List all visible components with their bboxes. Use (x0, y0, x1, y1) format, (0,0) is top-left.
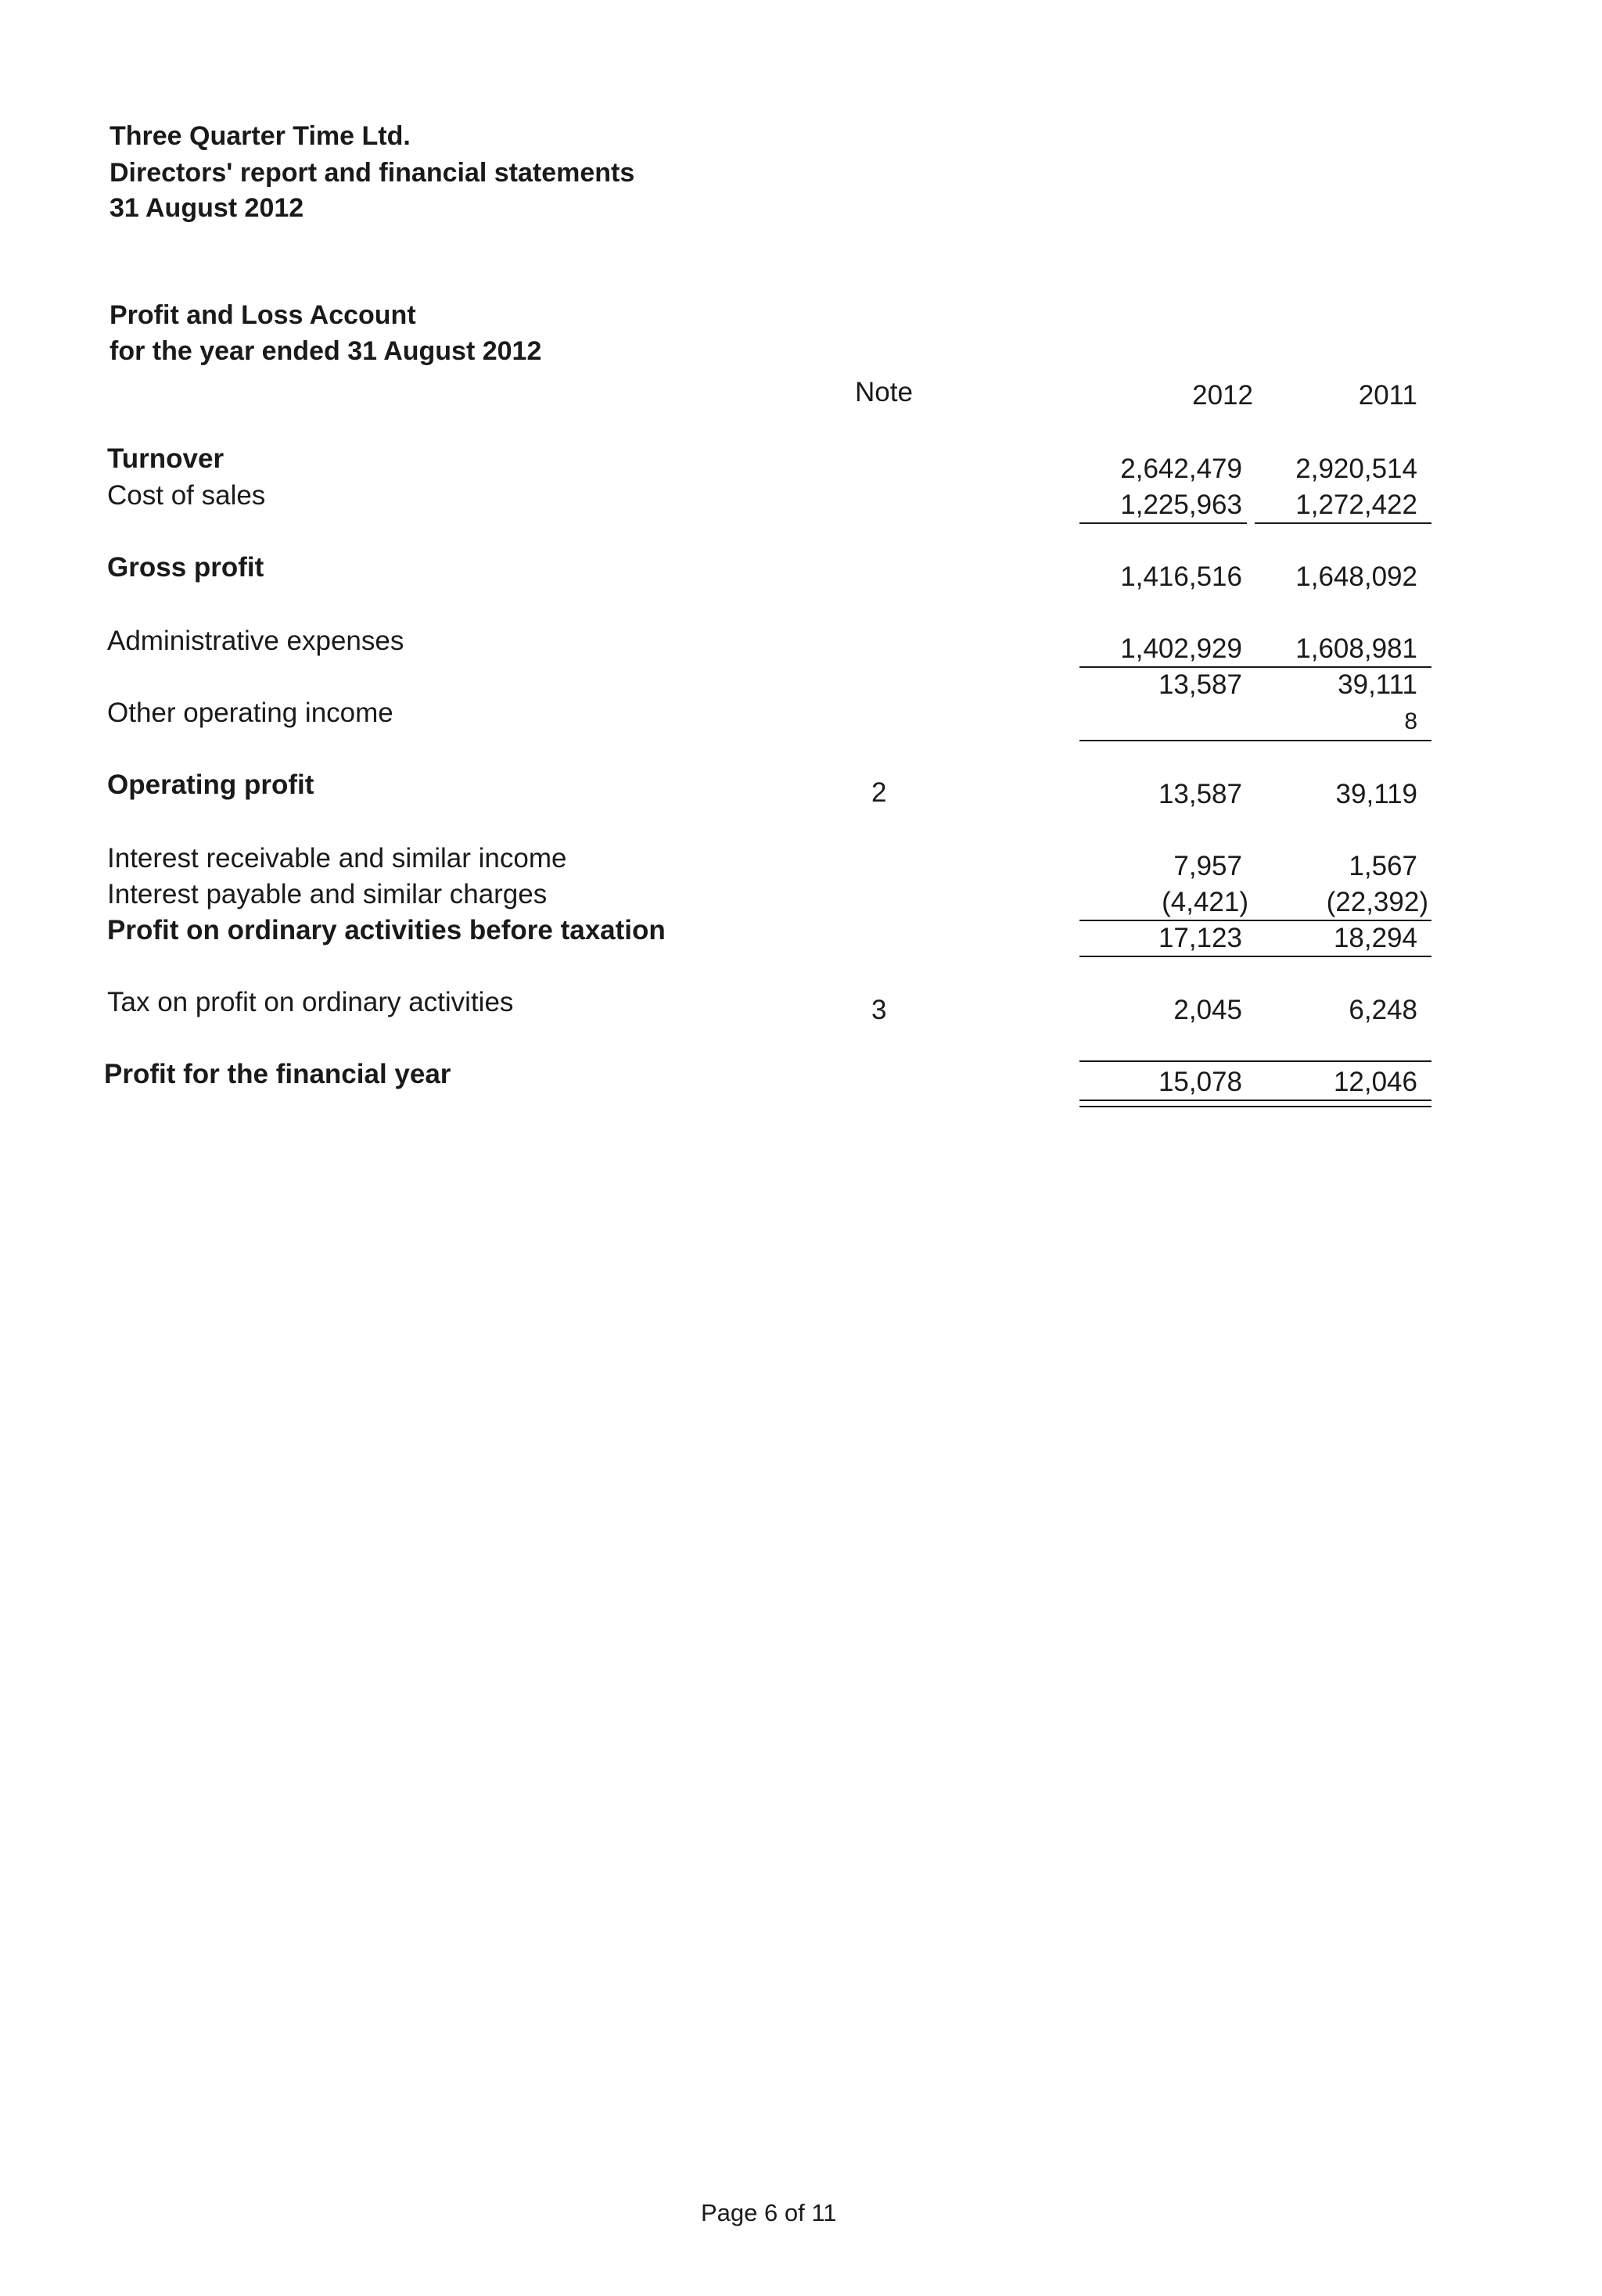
profit-before-tax-label: Profit on ordinary activities before taxation (107, 915, 666, 945)
profit-before-tax-2011: 18,294 (1333, 923, 1417, 953)
other-income-2011: 8 (1404, 709, 1417, 734)
profit-before-tax-rule (1079, 920, 1431, 921)
cost-of-sales-2012: 1,225,963 (1120, 490, 1242, 520)
statement-period: for the year ended 31 August 2012 (110, 336, 542, 366)
report-date: 31 August 2012 (110, 193, 304, 223)
tax-2012: 2,045 (1173, 995, 1242, 1025)
profit-year-label: Profit for the financial year (104, 1059, 451, 1089)
admin-expenses-2011: 1,608,981 (1295, 633, 1417, 664)
note-column-header: Note (855, 377, 913, 407)
gross-profit-label: Gross profit (107, 552, 264, 583)
profit-year-2011: 12,046 (1333, 1067, 1417, 1097)
profit-before-tax-2012: 17,123 (1158, 923, 1242, 953)
gross-profit-2011: 1,648,092 (1295, 561, 1417, 592)
double-underline-bottom (1079, 1106, 1431, 1107)
other-income-label: Other operating income (107, 698, 393, 728)
interest-payable-2012: (4,421) (1162, 887, 1248, 917)
year-2011-header: 2011 (1358, 380, 1417, 411)
report-title: Directors' report and financial statements (110, 158, 635, 188)
other-income-rule (1079, 740, 1431, 741)
operating-profit-2012: 13,587 (1158, 779, 1242, 809)
subtotal-2011: 39,111 (1338, 669, 1417, 700)
subtotal-rule-2011 (1255, 522, 1431, 524)
interest-payable-label: Interest payable and similar charges (107, 879, 548, 909)
interest-payable-2011: (22,392) (1326, 887, 1428, 917)
statement-title: Profit and Loss Account (110, 300, 416, 330)
double-underline-top (1079, 1100, 1431, 1101)
turnover-2011: 2,920,514 (1295, 454, 1417, 484)
tax-note: 3 (871, 995, 887, 1025)
page-number: Page 6 of 11 (701, 2199, 837, 2226)
admin-expenses-2012: 1,402,929 (1120, 633, 1242, 664)
admin-expenses-label: Administrative expenses (107, 626, 404, 656)
turnover-label: Turnover (107, 443, 224, 474)
subtotal-2012: 13,587 (1158, 669, 1242, 700)
cost-of-sales-2011: 1,272,422 (1295, 490, 1417, 520)
profit-year-top-rule (1079, 1060, 1431, 1062)
operating-profit-2011: 39,119 (1335, 779, 1417, 809)
subtotal-rule-2012 (1079, 522, 1247, 524)
subtotal-rule (1079, 666, 1431, 668)
interest-receivable-label: Interest receivable and similar income (107, 843, 567, 874)
operating-profit-label: Operating profit (107, 770, 314, 800)
profit-year-2012: 15,078 (1158, 1067, 1242, 1097)
company-name: Three Quarter Time Ltd. (110, 121, 411, 151)
cost-of-sales-label: Cost of sales (107, 480, 266, 511)
year-2012-header: 2012 (1192, 380, 1253, 411)
turnover-2012: 2,642,479 (1120, 454, 1242, 484)
profit-before-tax-underline (1079, 956, 1431, 957)
interest-receivable-2012: 7,957 (1173, 851, 1242, 881)
interest-receivable-2011: 1,567 (1349, 851, 1417, 881)
tax-2011: 6,248 (1349, 995, 1417, 1025)
gross-profit-2012: 1,416,516 (1120, 561, 1242, 592)
operating-profit-note: 2 (871, 777, 887, 808)
tax-label: Tax on profit on ordinary activities (107, 987, 514, 1017)
